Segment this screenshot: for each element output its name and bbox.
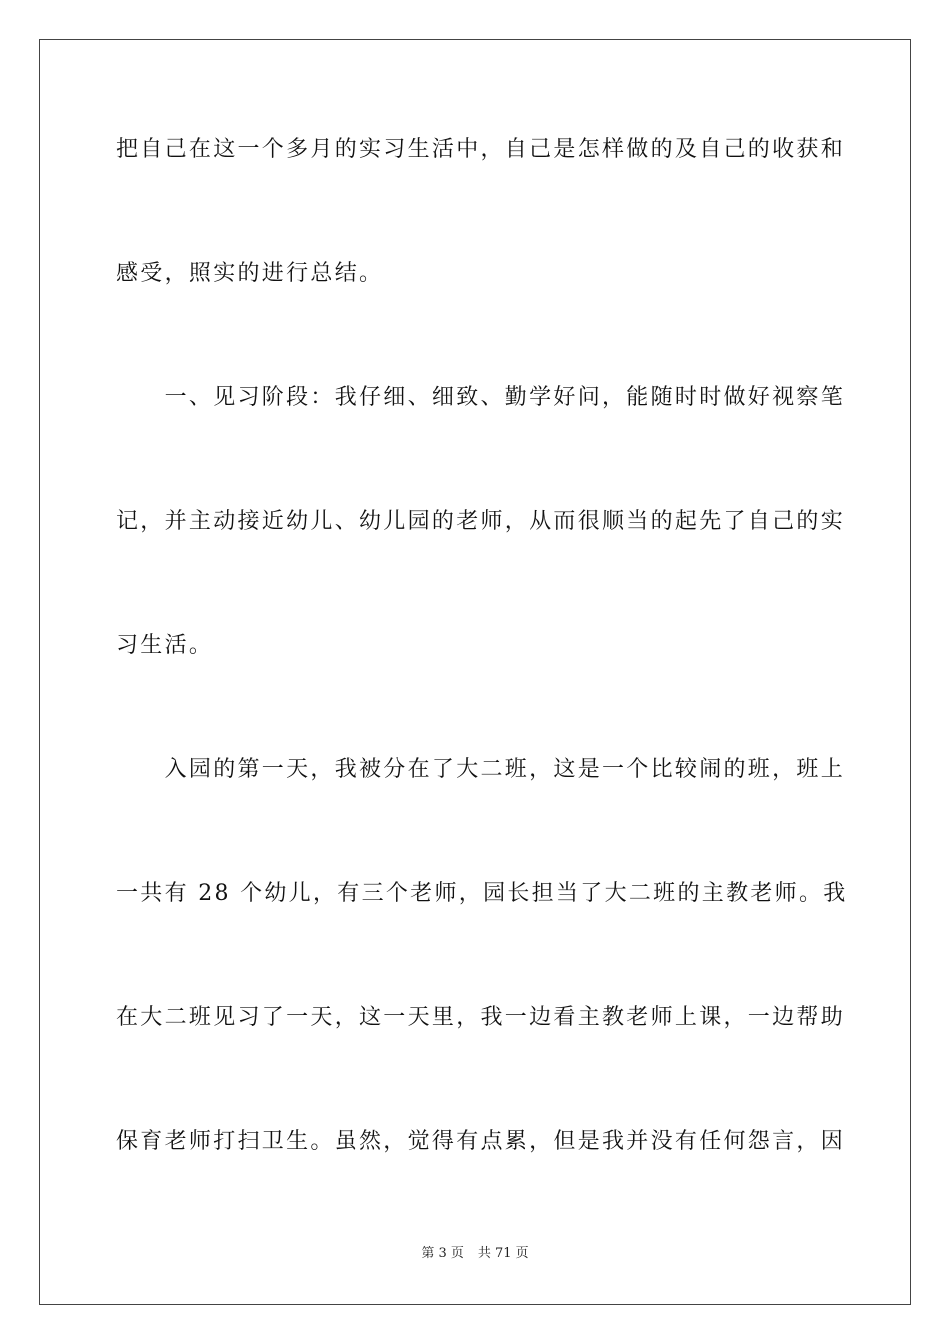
- body-text-line: 习生活。: [116, 633, 214, 658]
- page-total: 共 71 页: [477, 1246, 529, 1261]
- body-text-line: 在大二班见习了一天，这一天里，我一边看主教老师上课，一边帮助: [116, 1005, 846, 1030]
- body-text-line: 保育老师打扫卫生。虽然，觉得有点累，但是我并没有任何怨言，因: [116, 1129, 846, 1154]
- body-text-line: 一、见习阶段：我仔细、细致、勤学好问，能随时时做好视察笔: [116, 385, 846, 410]
- body-text-line: 一共有 28 个幼儿，有三个老师，园长担当了大二班的主教老师。我: [116, 881, 848, 906]
- body-text-line: 把自己在这一个多月的实习生活中，自己是怎样做的及自己的收获和: [116, 137, 846, 162]
- body-text-line: 入园的第一天，我被分在了大二班，这是一个比较闹的班，班上: [116, 757, 846, 782]
- page-footer: [0, 1245, 950, 1263]
- body-text-line: 感受，照实的进行总结。: [116, 261, 384, 286]
- page-number: 第 3 页: [421, 1246, 464, 1261]
- page-frame: [39, 39, 911, 1305]
- body-text-line: 记，并主动接近幼儿、幼儿园的老师，从而很顺当的起先了自己的实: [116, 509, 846, 534]
